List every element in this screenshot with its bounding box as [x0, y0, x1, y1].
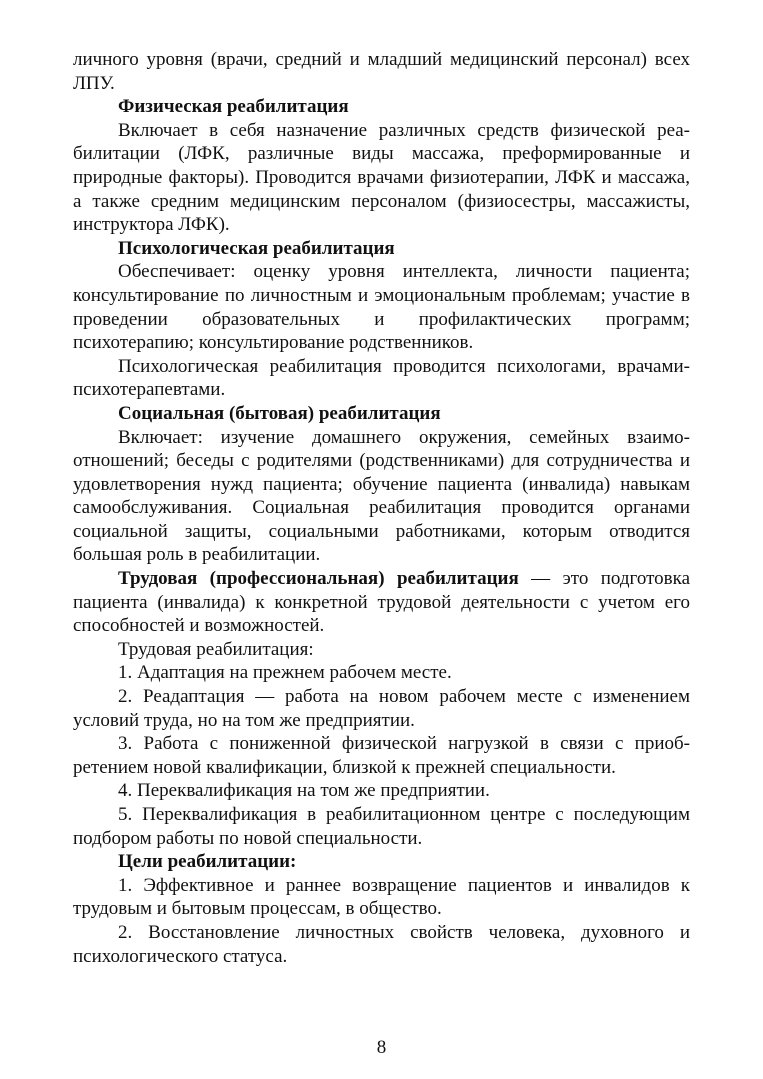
page-body: [73, 48, 690, 968]
paragraph-psychological-provides: Обеспечивает: оценку уровня интеллекта, личности пациента; консультирование по личностным и эмоциональным проблемам; участие в проведении образовательных и профилактических программ; психотерапию; консультирование родственников.: [73, 261, 690, 354]
list-item-labor-3: 3. Работа с пониженной физической нагрузкой в связи с приобретением новой квалификации, близкой к прежней специальности.: [73, 733, 690, 778]
list-item-labor-1: 1. Адаптация на прежнем рабочем месте.: [118, 662, 452, 684]
heading-psychological-rehabilitation: Психологическая реабилитация: [118, 237, 395, 259]
page-number: 8: [376, 1037, 387, 1058]
heading-physical-rehabilitation: Физическая реабилитация: [118, 96, 349, 118]
heading-social-rehabilitation: Социальная (бытовая) реабилитация: [118, 402, 441, 424]
list-item-labor-4: 4. Переквалификация на том же предприятии.: [118, 780, 490, 802]
labor-rehabilitation-intro: Трудовая реабилитация:: [118, 638, 314, 660]
paragraph-continuation: личного уровня (врачи, средний и младший медицинский персонал) всех ЛПУ.: [73, 49, 690, 94]
paragraph-social-rehabilitation: Включает: изучение домашнего окружения, семейных взаимоотношений; беседы с родителями (родственниками) для сотрудничества и удовлетворения нужд пациента; обучение пациента (инвалида) навыкам самообслуживания. Социальная реабилитация проводится органами социальной защиты, социальными работниками, которым отводится большая роль в реабилитации.: [73, 426, 690, 566]
list-item-labor-2: 2. Реадаптация — работа на новом рабочем месте с изменением условий труда, но на том же предприятии.: [73, 686, 690, 731]
heading-rehabilitation-goals: Цели реабилитации:: [118, 851, 297, 873]
labor-rehabilitation-term: Трудовая (профессиональная) реабилитация: [118, 568, 519, 590]
paragraph-psychological-performed-by: Психологическая реабилитация проводится психологами, врачами-психотерапевтами.: [73, 355, 690, 401]
list-item-goal-2: 2. Восстановление личностных свойств человека, духовного и психологического статуса.: [73, 921, 690, 967]
list-item-labor-5: 5. Переквалификация в реабилитационном центре с последующим подбором работы по новой специальности.: [73, 804, 690, 849]
paragraph-physical-rehabilitation: Включает в себя назначение различных средств физической реабилитации (ЛФК, различные виды массажа, преформированные и природные факторы). Проводится врачами физиотерапии, ЛФК и массажа, а также средним медицинским персоналом (физиосестры, массажисты, инструктора ЛФК).: [73, 119, 690, 236]
paragraph-labor-rehabilitation: [73, 567, 690, 638]
labor-rehabilitation-definition: — это подготовка пациента (инвалида) к конкретной трудовой деятельности с учетом его способностей и возможностей.: [73, 568, 690, 637]
list-item-goal-1: 1. Эффективное и раннее возвращение пациентов и инвалидов к трудовым и бытовым процессам, в общество.: [73, 874, 690, 920]
